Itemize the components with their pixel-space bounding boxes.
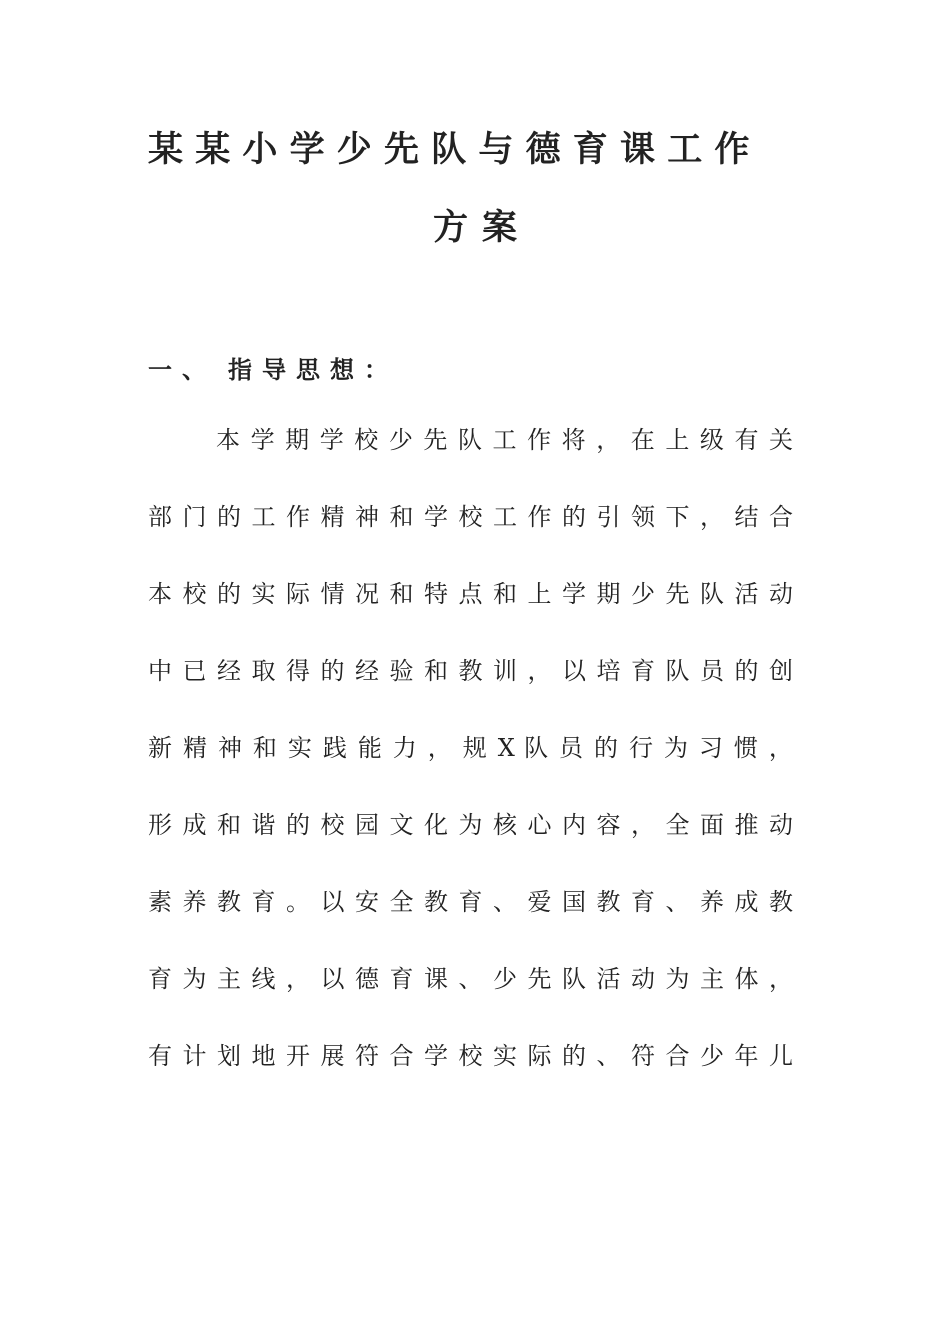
- document-title-line2: 方案: [432, 207, 531, 248]
- section-heading-text: 指导思想：: [228, 355, 398, 384]
- paragraph-line: 形 成 和 谐 的 校 园 文 化 为 核 心 内 容 ， 全 面 推 动: [148, 811, 793, 839]
- section-heading-guiding-ideology: [148, 350, 793, 386]
- paragraph-line: 本 学 期 学 校 少 先 队 工 作 将 ， 在 上 级 有 关: [216, 426, 793, 454]
- paragraph-line: 部 门 的 工 作 精 神 和 学 校 工 作 的 引 领 下 ， 结 合: [148, 503, 793, 531]
- paragraph-line: 新 精 神 和 实 践 能 力 ， 规 X 队 员 的 行 为 习 惯 ，: [148, 734, 793, 762]
- paragraph-line: 有 计 划 地 开 展 符 合 学 校 实 际 的 、 符 合 少 年 儿: [148, 1042, 793, 1070]
- paragraph-line: 育 为 主 线 ， 以 德 育 课 、 少 先 队 活 动 为 主 体 ，: [148, 965, 793, 993]
- paragraph-line: 中 已 经 取 得 的 经 验 和 教 训 ， 以 培 育 队 员 的 创: [148, 657, 793, 685]
- document-title-line1: 某某小学少先队与德育课工作: [148, 129, 762, 170]
- paragraph-line: 本 校 的 实 际 情 况 和 特 点 和 上 学 期 少 先 队 活 动: [148, 580, 793, 608]
- section-number: 一、: [148, 355, 216, 384]
- paragraph-line: 素 养 教 育 。 以 安 全 教 育 、 爱 国 教 育 、 养 成 教: [148, 888, 793, 916]
